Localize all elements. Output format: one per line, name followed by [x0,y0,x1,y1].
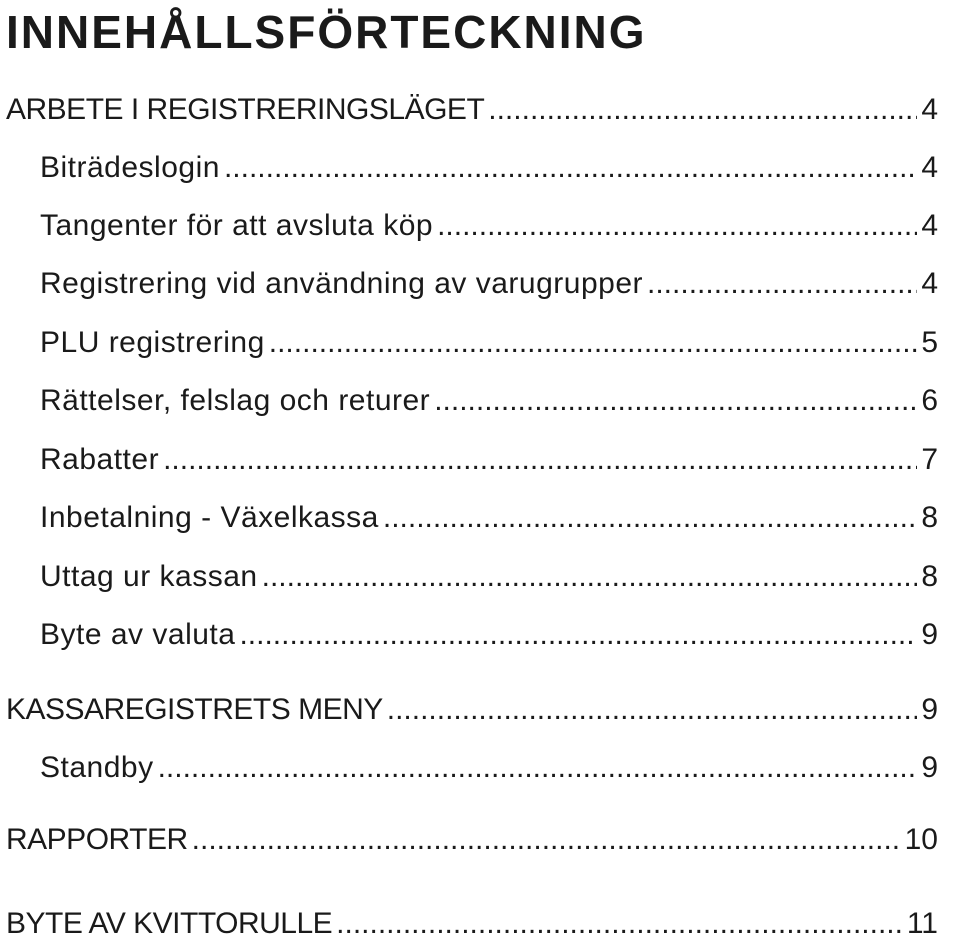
toc-entry-text: Registrering vid användning av varugrupper [40,267,644,300]
toc-entry-text: BYTE AV KVITTORULLE [6,907,333,940]
toc-entry-arbete-i-registreringslaget [6,90,938,130]
toc-entry-text: Standby [40,751,154,784]
toc-page-number: 4 [921,151,938,184]
page-title: INNEHÅLLSFÖRTECKNING [6,6,647,58]
toc-dot-leader [163,440,917,480]
toc-dot-leader [224,148,917,188]
toc-dot-leader [192,820,901,860]
toc-entry-text: Byte av valuta [40,618,236,651]
toc-page-number: 7 [921,443,938,476]
toc-entry-text: Rättelser, felslag och returer [40,384,431,417]
toc-dot-leader [434,381,917,421]
toc-entry-text: Inbetalning - Växelkassa [40,501,379,534]
toc-entry-standby [40,748,938,788]
toc-entry-rattelser [40,381,938,421]
toc-page-number: 9 [921,751,938,784]
toc-entry-biträdeslogin [40,148,938,188]
toc-page-number: 11 [906,907,938,940]
toc-page-number: 6 [921,384,938,417]
toc-dot-leader [387,690,918,730]
toc-dot-leader [336,904,903,944]
toc-entry-text: PLU registrering [40,326,265,359]
toc-entry-plu-registrering [40,323,938,363]
toc-entry-uttag [40,557,938,597]
toc-entry-rapporter [6,820,938,860]
toc-entry-byte-av-valuta [40,615,938,655]
toc-page-number: 5 [921,326,938,359]
toc-entry-registrering-varugrupper [40,264,938,304]
toc-entry-text: Rabatter [40,443,160,476]
toc-entry-text: KASSAREGISTRETS MENY [6,693,383,726]
toc-dot-leader [437,206,917,246]
toc-entry-rabatter [40,440,938,480]
toc-page-number: 4 [921,267,938,300]
toc-dot-leader [647,264,917,304]
toc-dot-leader [262,557,918,597]
toc-page-number: 10 [904,823,938,856]
toc-page-number: 4 [921,209,938,242]
toc-dot-leader [383,498,917,538]
toc-dot-leader [488,90,917,130]
toc-entry-byte-av-kvittorulle [6,904,938,944]
toc-dot-leader [239,615,917,655]
toc-entry-text: Tangenter för att avsluta köp [40,209,434,242]
toc-entry-text: Uttag ur kassan [40,560,258,593]
toc-entry-text: RAPPORTER [6,823,188,856]
toc-dot-leader [158,748,918,788]
toc-entry-kassaregistrets-meny [6,690,938,730]
toc-dot-leader [269,323,918,363]
toc-page-number: 8 [921,501,938,534]
toc-entry-text: ARBETE I REGISTRERINGSLÄGET [6,93,485,126]
toc-page-number: 4 [921,93,938,126]
toc-page-number: 9 [921,693,938,726]
toc-entry-inbetalning [40,498,938,538]
toc-page-number: 8 [921,560,938,593]
toc-entry-tangenter [40,206,938,246]
toc-entry-text: Biträdeslogin [40,151,220,184]
toc-page-number: 9 [921,618,938,651]
